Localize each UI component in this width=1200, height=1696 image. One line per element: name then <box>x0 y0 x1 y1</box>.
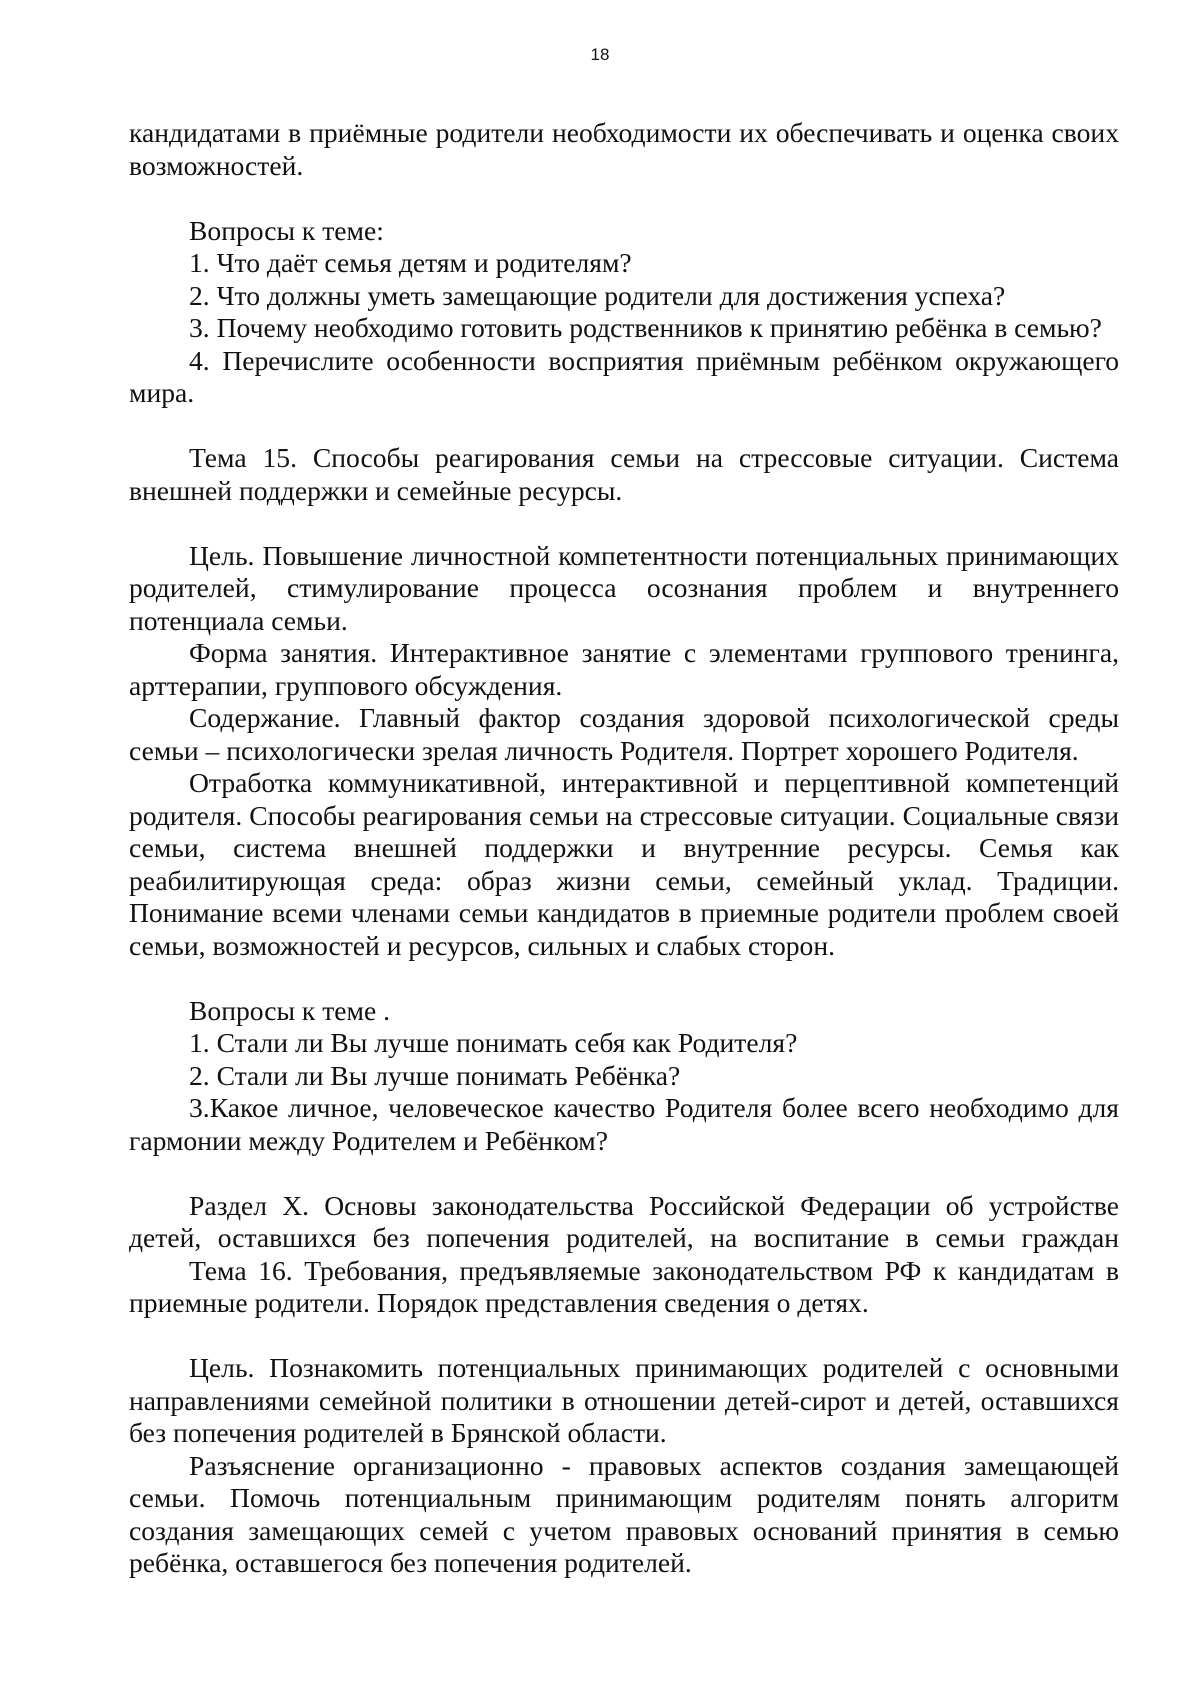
paragraph: Форма занятия. Интерактивное занятие с элементами группового тренинга, арттерапии, группового обсуждения. <box>129 637 1119 701</box>
page-number: 18 <box>590 45 610 64</box>
paragraph: Разъяснение организационно - правовых аспектов создания замещающей семьи. Помочь потенциальным принимающим родителям понять алгоритм создания замещающих семей с учетом правовых оснований принятия в семью ребёнка, оставшегося без попечения родителей. <box>129 1449 1119 1578</box>
document-body <box>129 117 1119 1580</box>
paragraph-gap <box>129 962 1119 995</box>
paragraph: 3. Почему необходимо готовить родственников к принятию ребёнка в семью? <box>189 312 1102 343</box>
paragraph: Отработка коммуникативной, интерактивной и перцептивной компетенций родителя. Способы реагирования семьи на стрессовые ситуации. Социальные связи семьи, система внешней поддержки и внутренние ресурсы. Семья как реабилитирующая среда: образ жизни семьи, семейный уклад. Традиции. Понимание всеми членами семьи кандидатов в приемные родители проблем своей семьи, возможностей и ресурсов, сильных и слабых сторон. <box>129 767 1119 961</box>
paragraph-gap <box>129 410 1119 443</box>
paragraph: Раздел X. Основы законодательства Российской Федерации об устройстве детей, оставшихся без попечения родителей, на воспитание в семьи граждан <box>129 1189 1119 1253</box>
paragraph-gap <box>129 182 1119 215</box>
paragraph-gap <box>129 1320 1119 1353</box>
paragraph: кандидатами в приёмные родители необходимости их обеспечивать и оценка своих возможностей. <box>129 117 1119 181</box>
paragraph-gap <box>129 507 1119 540</box>
paragraph: 1. Что даёт семья детям и родителям? <box>189 247 632 278</box>
paragraph: Вопросы к теме . <box>189 994 391 1026</box>
paragraph: 2. Что должны уметь замещающие родители для достижения успеха? <box>189 279 1006 311</box>
paragraph: Цель. Повышение личностной компетентности потенциальных принимающих родителей, стимулирование процесса осознания проблем и внутреннего потенциала семьи. <box>129 539 1119 636</box>
paragraph: 4. Перечислите особенности восприятия приёмным ребёнком окружающего мира. <box>129 344 1119 408</box>
paragraph: Тема 16. Требования, предъявляемые законодательством РФ к кандидатам в приемные родители. Порядок представления сведения о детях. <box>129 1254 1119 1318</box>
paragraph: 2. Стали ли Вы лучше понимать Ребёнка? <box>189 1059 681 1091</box>
paragraph: Цель. Познакомить потенциальных принимающих родителей с основными направлениями семейной политики в отношении детей-сирот и детей, оставшихся без попечения родителей в Брянской области. <box>129 1352 1119 1448</box>
paragraph: Тема 15. Способы реагирования семьи на стрессовые ситуации. Система внешней поддержки и семейные ресурсы. <box>129 442 1119 506</box>
paragraph: Содержание. Главный фактор создания здоровой психологической среды семьи – психологически зрелая личность Родителя. Портрет хорошего Родителя. <box>129 702 1119 766</box>
paragraph: 3.Какое личное, человеческое качество Родителя более всего необходимо для гармонии между Родителем и Ребёнком? <box>129 1092 1119 1156</box>
paragraph-gap <box>129 1157 1119 1190</box>
paragraph: Вопросы к теме: <box>189 214 384 246</box>
paragraph: 1. Стали ли Вы лучше понимать себя как Родителя? <box>189 1027 798 1058</box>
